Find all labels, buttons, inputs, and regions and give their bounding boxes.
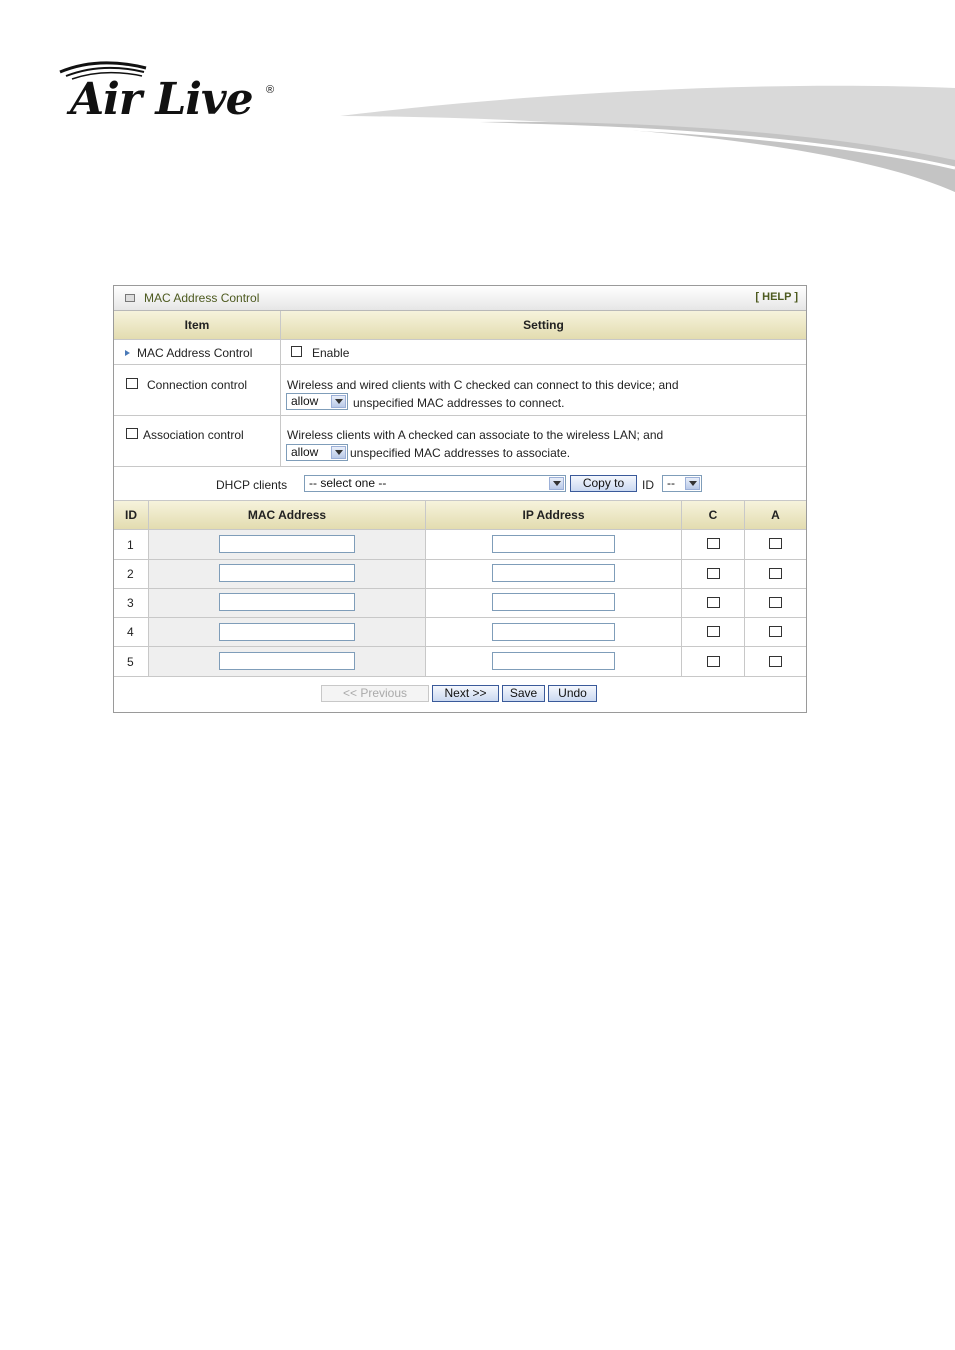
dhcp-clients-value: -- select one -- (309, 476, 387, 490)
connect-checkbox[interactable] (707, 568, 720, 579)
row-id: 3 (127, 596, 134, 610)
mac-address-input[interactable] (219, 564, 355, 582)
association-policy-select[interactable] (286, 444, 348, 461)
divider (114, 588, 806, 589)
mac-column-header: MAC Address (149, 501, 425, 529)
next-button[interactable]: Next >> (432, 685, 499, 702)
mac-address-input[interactable] (219, 593, 355, 611)
brand-name: Air Live (70, 74, 253, 125)
ip-address-input[interactable] (492, 652, 615, 670)
divider (114, 529, 806, 530)
connect-checkbox[interactable] (707, 597, 720, 608)
a-column-header: A (745, 501, 806, 529)
associate-checkbox[interactable] (769, 538, 782, 549)
row-id: 4 (127, 625, 134, 639)
connect-checkbox[interactable] (707, 626, 720, 637)
divider (114, 415, 806, 416)
divider (114, 466, 806, 467)
connection-control-suffix: unspecified MAC addresses to connect. (353, 396, 565, 410)
settings-divider (280, 311, 281, 466)
mac-control-label: MAC Address Control (137, 346, 253, 360)
chevron-down-icon (331, 446, 346, 459)
row-id: 1 (127, 538, 134, 552)
divider (425, 501, 426, 676)
association-control-label: Association control (143, 428, 244, 442)
undo-button[interactable]: Undo (548, 685, 597, 702)
chevron-down-icon (331, 395, 346, 408)
connection-control-description: Wireless and wired clients with C checked can connect to this device; and (287, 378, 679, 392)
panel-title: MAC Address Control (144, 291, 260, 305)
associate-checkbox[interactable] (769, 626, 782, 637)
connection-control-checkbox[interactable] (126, 378, 138, 389)
associate-checkbox[interactable] (769, 597, 782, 608)
connection-policy-value: allow (291, 394, 319, 408)
divider (114, 559, 806, 560)
id-label: ID (642, 478, 654, 492)
associate-checkbox[interactable] (769, 568, 782, 579)
row-id: 5 (127, 655, 134, 669)
registered-mark: ® (266, 84, 275, 96)
c-column-header: C (682, 501, 744, 529)
previous-button[interactable]: << Previous (321, 685, 429, 702)
enable-label: Enable (312, 346, 350, 360)
panel-titlebar (114, 286, 806, 311)
brand-logo (58, 58, 288, 128)
divider (114, 646, 806, 647)
copy-to-button[interactable]: Copy to (570, 475, 637, 492)
chevron-down-icon (685, 477, 700, 490)
ip-address-input[interactable] (492, 535, 615, 553)
ip-address-input[interactable] (492, 593, 615, 611)
connection-control-label: Connection control (147, 378, 248, 392)
connect-checkbox[interactable] (707, 538, 720, 549)
setting-column-header: Setting (281, 311, 806, 340)
help-link[interactable]: [ HELP ] (755, 291, 798, 303)
association-control-description: Wireless clients with A checked can associate to the wireless LAN; and (287, 428, 664, 442)
divider (114, 617, 806, 618)
enable-checkbox[interactable] (291, 346, 302, 357)
id-column-header: ID (114, 501, 148, 529)
association-control-suffix: unspecified MAC addresses to associate. (350, 446, 571, 460)
connect-checkbox[interactable] (707, 656, 720, 667)
item-column-header: Item (114, 311, 280, 340)
mac-address-input[interactable] (219, 652, 355, 670)
row-id: 2 (127, 567, 134, 581)
ip-address-input[interactable] (492, 623, 615, 641)
id-select-value: -- (667, 476, 675, 490)
dhcp-clients-label: DHCP clients (216, 478, 288, 492)
divider (681, 501, 682, 676)
mac-address-input[interactable] (219, 623, 355, 641)
mac-address-input[interactable] (219, 535, 355, 553)
connection-policy-select[interactable] (286, 393, 348, 410)
chevron-down-icon (549, 477, 564, 490)
save-button[interactable]: Save (502, 685, 545, 702)
window-icon (125, 294, 135, 302)
association-policy-value: allow (291, 445, 319, 459)
ip-address-input[interactable] (492, 564, 615, 582)
associate-checkbox[interactable] (769, 656, 782, 667)
header-wave-decoration (340, 84, 955, 194)
divider (114, 676, 806, 677)
bullet-arrow-icon (125, 350, 130, 356)
divider (148, 501, 149, 676)
divider (114, 364, 806, 365)
ip-column-header: IP Address (426, 501, 681, 529)
id-select[interactable] (662, 475, 702, 492)
dhcp-clients-select[interactable] (304, 475, 566, 492)
association-control-checkbox[interactable] (126, 428, 138, 439)
mac-address-control-panel (113, 285, 807, 713)
divider (744, 501, 745, 676)
